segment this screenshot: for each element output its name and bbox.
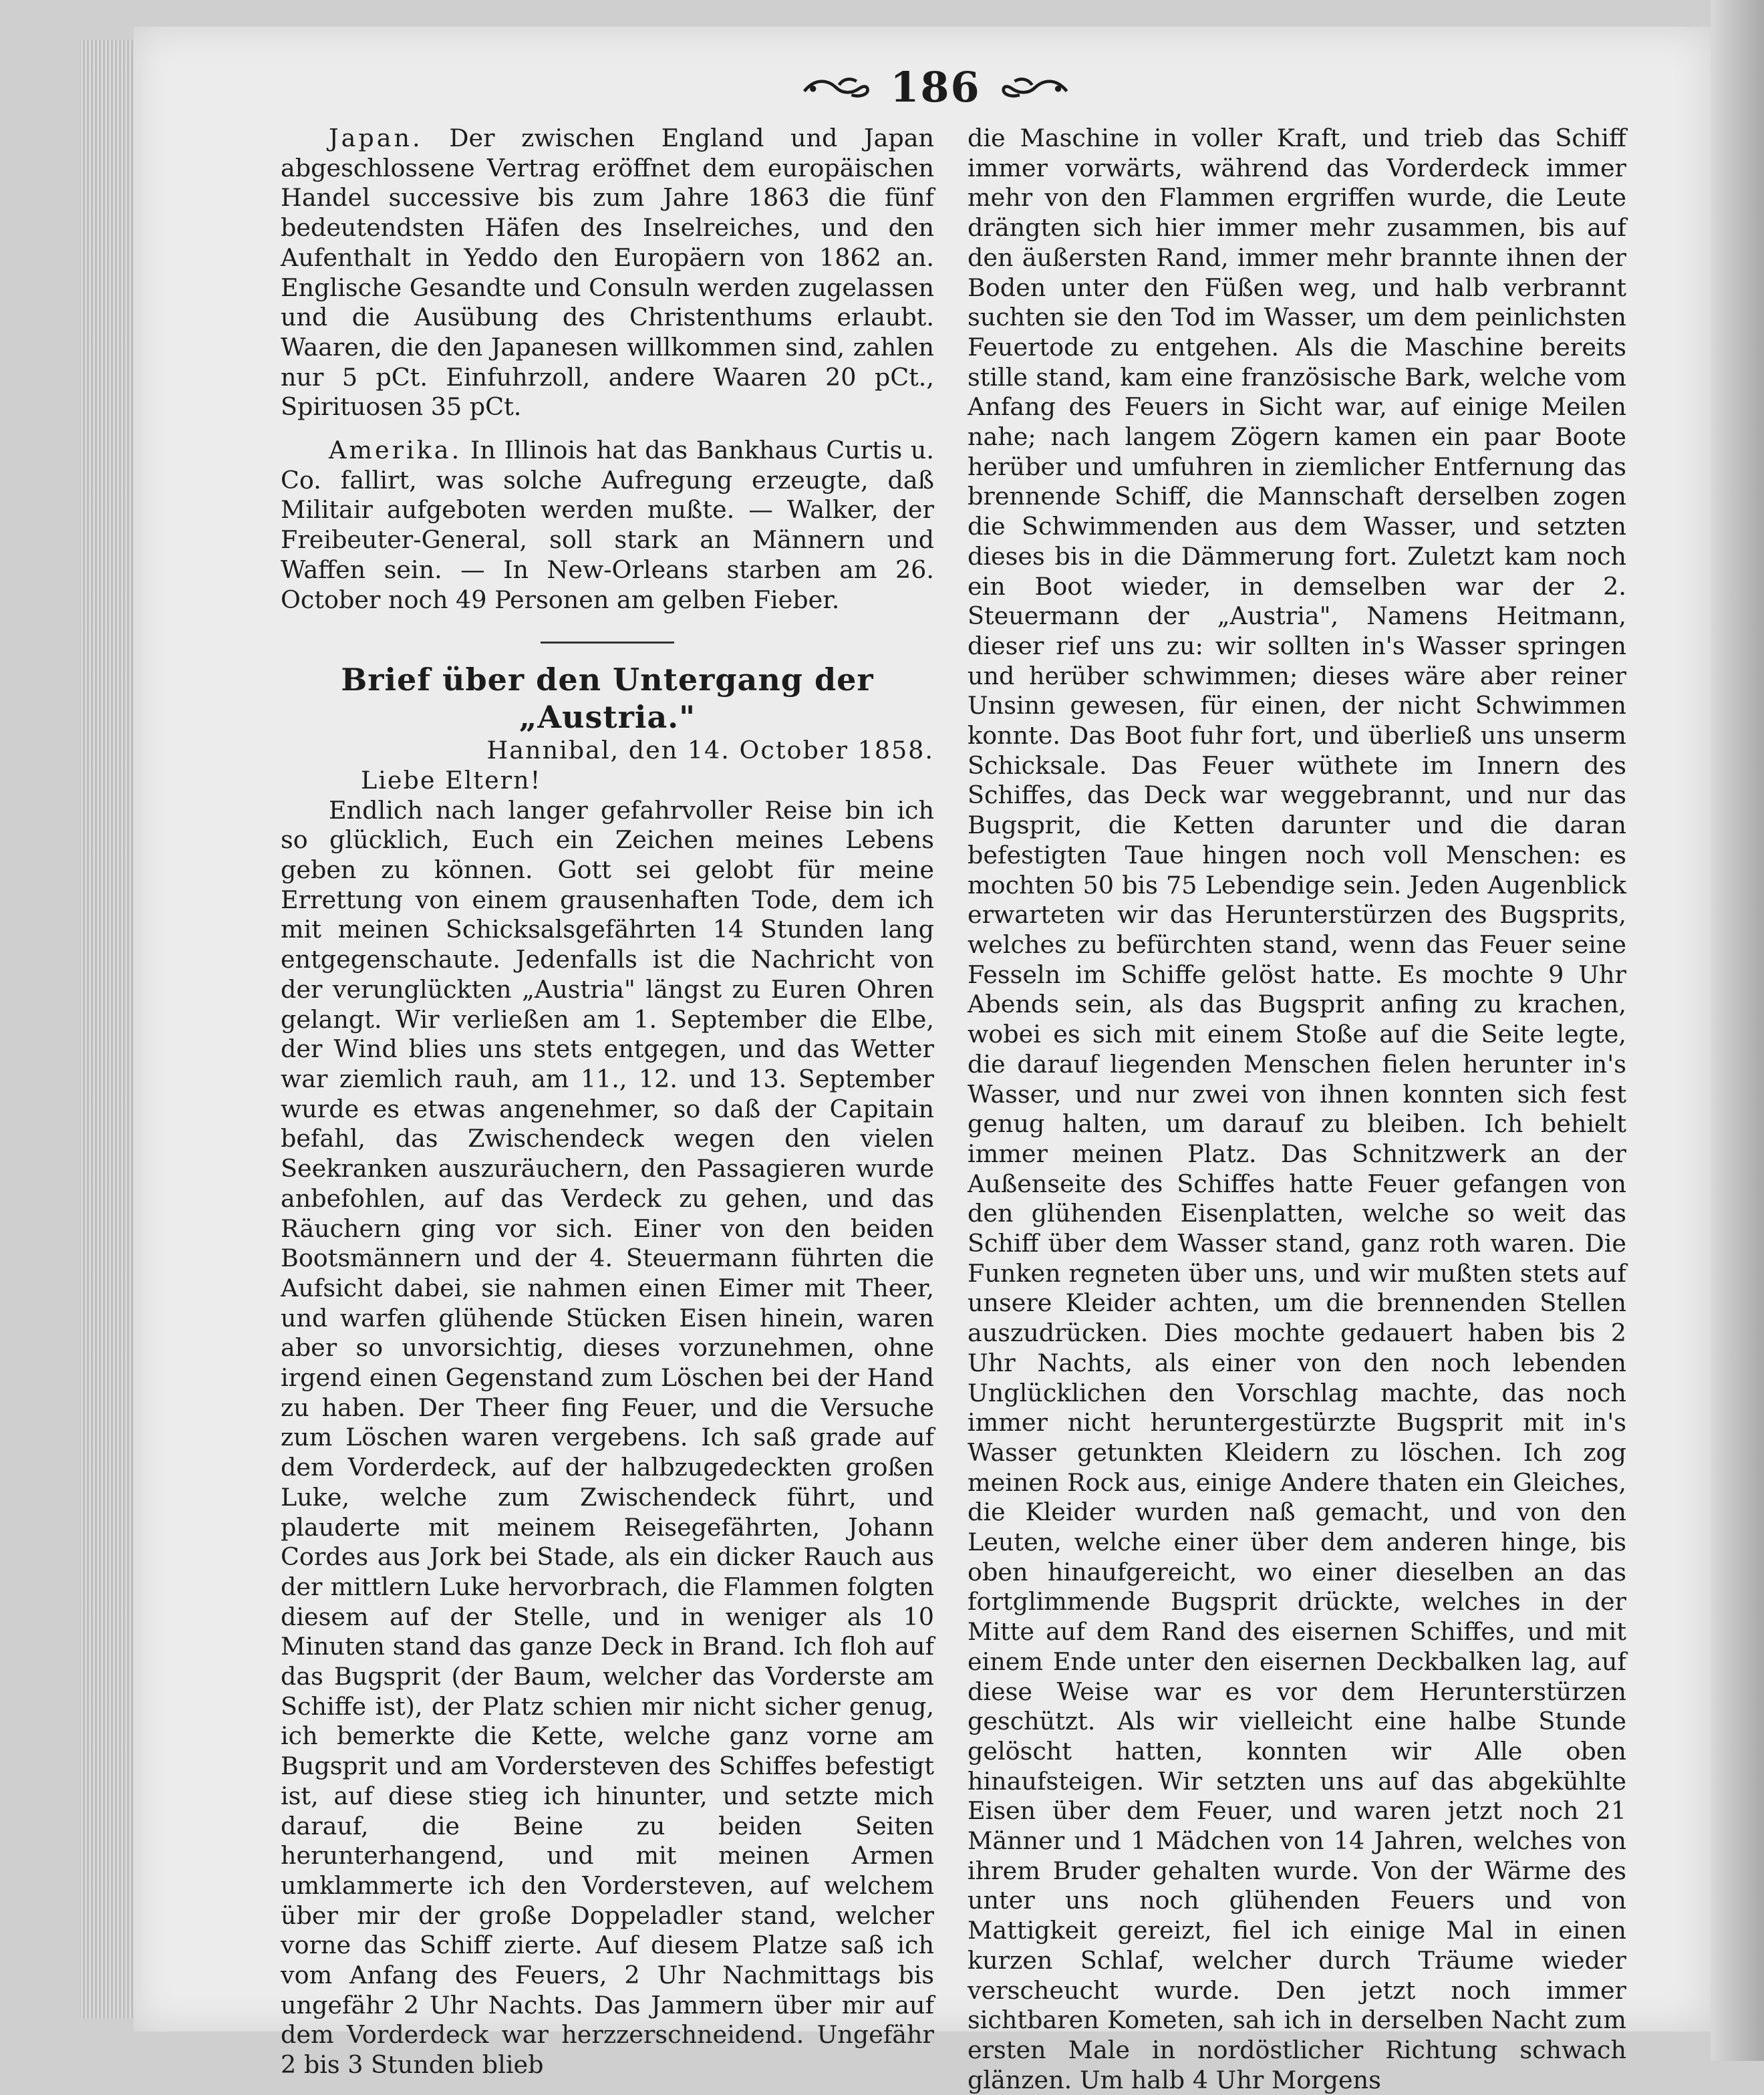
letter-salutation: Liebe Eltern! [361,765,542,795]
ornament-right-icon [1001,72,1069,102]
news-text: Der zwischen England und Japan abgeschlossene Vertrag eröffnet dem europäischen Handel successive bis zum Jahre 1863 die fünf bedeutendsten Häfen des Inselreiches, und den Aufenthalt in Yeddo den Europäern von 1862 an. Englische Gesandte und Consuln werden zugelassen und die Ausübung des Christenthums erlaubt. Waaren, die den Japanesen willkommen sind, zahlen nur 5 pCt. Einfuhrzoll, andere Waaren 20 pCt., Spirituosen 35 pCt. [281,124,934,422]
right-column [968,124,1626,2095]
letter-title: Brief über den Untergang der „Austria." [341,662,874,736]
book-right-margin [1711,0,1764,2061]
page-number: 186 [890,62,981,112]
letter-dateline: Hannibal, den 14. October 1858. [486,736,934,765]
news-item [281,124,934,422]
letter-body-left: Endlich nach langer gefahrvoller Reise bin ich so glücklich, Euch ein Zeichen meines Lebens geben zu können. Gott sei gelobt für meine Errettung von einem grausenhaften Tode, dem ich mit meinen Schicksalsgefährten 14 Stunden lang entgegenschaute. Jedenfalls ist die Nachricht von der verunglückten „Austria" längst zu Euren Ohren gelangt. Wir verließen am 1. September die Elbe, der Wind blies uns stets entgegen, und das Wetter war ziemlich rauh, am 11., 12. und 13. September wurde es etwas angenehmer, so daß der Capitain befahl, das Zwischendeck wegen den vielen Seekranken auszuräuchern, den Passagieren wurde anbefohlen, auf das Verdeck zu gehen, und das Räuchern ging vor sich. Einer von den beiden Bootsmännern und der 4. Steuermann führten die Aufsicht dabei, sie nahmen einen Eimer mit Theer, und warfen glühende Stücken Eisen hinein, waren aber so unvorsichtig, dieses vorzunehmen, ohne irgend einen Gegenstand zum Löschen bei der Hand zu haben. Der Theer fing Feuer, und die Versuche zum Löschen waren vergebens. Ich saß grade auf dem Vorderdeck, auf der halbzugedeckten großen Luke, welche zum Zwischendeck führt, und plauderte mit meinem Reisegefährten, Johann Cordes aus Jork bei Stade, als ein dicker Rauch aus der mittlern Luke hervorbrach, die Flammen folgten diesem auf der Stelle, und in weniger als 10 Minuten stand das ganze Deck in Brand. Ich floh auf das Bugsprit (der Baum, welcher das Vorderste am Schiffe ist), der Platz schien mir nicht sicher genug, ich bemerkte die Kette, welche ganz vorne am Bugsprit und am Vordersteven des Schiffes befestigt ist, auf diese stieg ich hinunter, und setzte mich darauf, die Beine zu beiden Seiten herunterhangend, und mit meinen Armen umklammerte ich den Vordersteven, auf welchem über mir der große Doppeladler stand, welcher vorne das Schiff zierte. Auf diesem Platze saß ich vom Anfang des Feuers, 2 Uhr Nachmittags bis ungefähr 2 Uhr Nachts. Das Jammern über mir auf dem Vorderdeck war herzzerschneidend. Ungefähr 2 bis 3 Stunden blieb [281,795,934,2080]
section-divider [541,642,674,644]
news-place: Amerika. [329,436,462,465]
ornament-left-icon [802,72,870,102]
left-column [281,124,934,2080]
letter-body-right: die Maschine in voller Kraft, und trieb das Schiff immer vorwärts, während das Vorderdeck immer mehr von den Flammen ergriffen wurde, die Leute drängten sich hier immer mehr zusammen, bis auf den äußersten Rand, immer mehr brannte ihnen der Boden unter den Füßen weg, und halb verbrannt suchten sie den Tod im Wasser, um dem peinlichsten Feuertode zu entgehen. Als die Maschine bereits stille stand, kam eine französische Bark, welche vom Anfang des Feuers in Sicht war, auf einige Meilen nahe; nach langem Zögern kamen ein paar Boote herüber und umfuhren in ziemlicher Entfernung das brennende Schiff, die Mannschaft derselben zogen die Schwimmenden aus dem Wasser, und setzten dieses bis in die Dämmerung fort. Zuletzt kam noch ein Boot wieder, in demselben war der 2. Steuermann der „Austria", Namens Heitmann, dieser rief uns zu: wir sollten in's Wasser springen und herüber schwimmen; dieses wäre aber reiner Unsinn gewesen, für einen, der nicht Schwimmen konnte. Das Boot fuhr fort, und überließ uns unserm Schicksale. Das Feuer wüthete im Innern des Schiffes, das Deck war weggebrannt, und nur das Bugsprit, die Ketten darunter und die daran befestigten Taue hingen noch voll Menschen: es mochten 50 bis 75 Lebendige sein. Jeden Augenblick erwarteten wir das Herunterstürzen des Bugsprits, welches zu befürchten stand, wenn das Feuer seine Fesseln im Schiffe gelöst hatte. Es mochte 9 Uhr Abends sein, als das Bugsprit anfing zu krachen, wobei es sich mit einem Stoße auf die Seite legte, die darauf liegenden Menschen fielen herunter in's Wasser, und nur zwei von ihnen konnten sich fest genug halten, um darauf zu bleiben. Ich behielt immer meinen Platz. Das Schnitzwerk an der Außenseite des Schiffes hatte Feuer gefangen von den glühenden Eisenplatten, welche so weit das Schiff über dem Wasser stand, ganz roth waren. Die Funken regneten über uns, und wir mußten stets auf unsere Kleider achten, um die brennenden Stellen auszudrücken. Dies mochte gedauert haben bis 2 Uhr Nachts, als einer von den noch lebenden Unglücklichen den Vorschlag machte, das noch immer nicht heruntergestürzte Bugsprit mit in's Wasser getunkten Kleidern zu löschen. Ich zog meinen Rock aus, einige Andere thaten ein Gleiches, die Kleider wurden naß gemacht, und von den Leuten, welche einer über dem anderen hinge, bis oben hinaufgereicht, wo einer dieselben an das fortglimmende Bugsprit drückte, welches in der Mitte auf dem Rand des eisernen Schiffes, und mit einem Ende unter den eisernen Deckbalken lag, auf diese Weise war es vor dem Herunterstürzen geschützt. Als wir vielleicht eine halbe Stunde gelöscht hatten, konnten wir Alle oben hinaufsteigen. Wir setzten uns auf das abgekühlte Eisen über dem Feuer, und waren jetzt noch 21 Männer und 1 Mädchen von 14 Jahren, welches von ihrem Bruder gehalten wurde. Von der Wärme des unter uns noch glühenden Feuers und von Mattigkeit gereizt, fiel ich einige Mal in einen kurzen Schlaf, welcher durch Träume wieder verscheucht wurde. Den jetzt noch immer sichtbaren Kometen, sah ich in derselben Nacht zum ersten Male in nordöstlicher Richtung schwach glänzen. Um halb 4 Uhr Morgens [968,124,1626,2094]
book-page-edges [80,40,140,2018]
news-item [281,436,934,615]
page-header [802,60,1069,114]
news-place: Japan. [329,124,423,152]
news-text: In Illinois hat das Bankhaus Curtis u. Co. fallirt, was solche Aufregung erzeugte, daß Militair aufgeboten werden mußte. — Walker, der Freibeuter-General, soll stark an Männern und Waffen sein. — In New-Orleans starben am 26. October noch 49 Personen am gelben Fieber. [281,436,934,614]
